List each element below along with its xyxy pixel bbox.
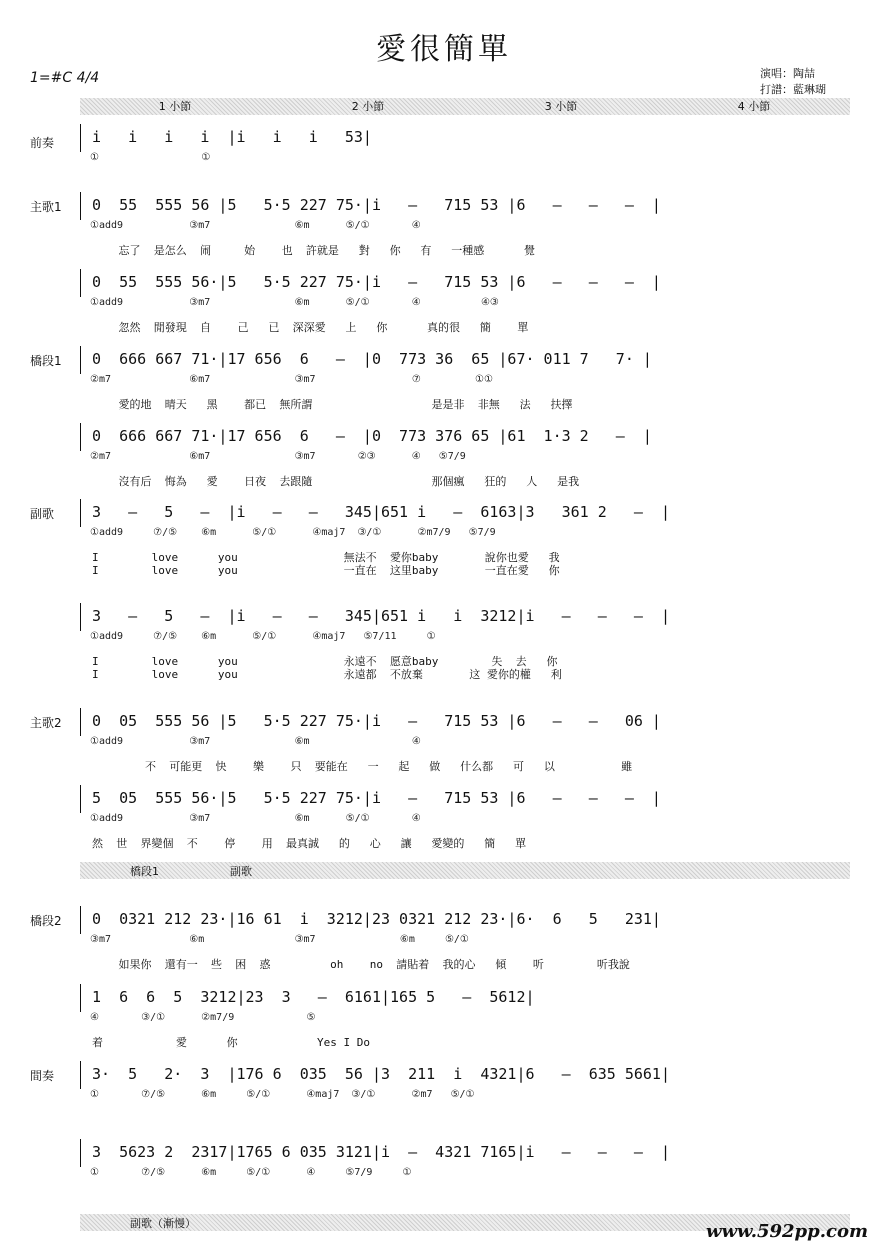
opening-barline (80, 603, 81, 631)
measure-header-1: 1 小節 (158, 100, 192, 113)
watermark: www.592pp.com (706, 1221, 868, 1242)
measure-header-3: 3 小節 (544, 100, 578, 113)
chord-line: ①add9 ⑦/⑤ ⑥m ⑤/① ④maj7 ⑤7/11 ① (90, 631, 436, 642)
opening-barline (80, 1139, 81, 1167)
song-title: 愛很簡單 (376, 32, 512, 67)
section-label: 橋段2 (30, 914, 62, 928)
opening-barline (80, 984, 81, 1012)
lyric-line: I love you 永遠不 愿意baby 失 去 你 (92, 655, 558, 668)
notation-line: 0 0321 212 23·|16 61 i 3212|23 0321 212 23·|6· 6 5 231| (92, 910, 661, 928)
lyric-line: I love you 永遠都 不放棄 这 愛你的權 利 (92, 668, 562, 681)
notation-line: 3 5623 2 2317|1765 6 035 3121|i — 4321 7165|i — — — | (92, 1143, 670, 1161)
opening-barline (80, 124, 81, 152)
chord-line: ①add9 ③m7 ⑥m ⑤/① ④ ④③ (90, 297, 499, 308)
chord-line: ① ① (90, 152, 211, 163)
footer-banner-label: 副歌（漸慢） (130, 1217, 196, 1230)
opening-barline (80, 499, 81, 527)
chord-line: ②m7 ⑥m7 ③m7 ⑦ ①① (90, 374, 493, 385)
opening-barline (80, 785, 81, 813)
lyric-line: I love you 一直在 这里baby 一直在愛 你 (92, 564, 560, 577)
key-signature: 1=#C 4/4 (30, 70, 100, 86)
lyric-line: I love you 無法不 愛你baby 說你也愛 我 (92, 551, 560, 564)
opening-barline (80, 423, 81, 451)
singer-credit: 演唱：陶喆 (760, 67, 815, 80)
opening-barline (80, 346, 81, 374)
opening-barline (80, 1061, 81, 1089)
opening-barline (80, 192, 81, 220)
opening-barline (80, 708, 81, 736)
chord-line: ①add9 ③m7 ⑥m ④ (90, 736, 421, 747)
opening-barline (80, 269, 81, 297)
lyric-line: 沒有后 悔為 愛 日夜 去跟隨 那個瘋 狂的 人 是我 (92, 475, 580, 488)
notation-line: 0 55 555 56·|5 5·5 227 75·|i — 715 53 |6 — — — | (92, 273, 661, 291)
notation-line: 0 666 667 71·|17 656 6 — |0 773 36 65 |67· 011 7 7· | (92, 350, 652, 368)
section-label: 橋段1 (30, 354, 62, 368)
banner-chorus-label: 副歌 (230, 865, 252, 878)
chord-line: ②m7 ⑥m7 ③m7 ②③ ④ ⑤7/9 (90, 451, 466, 462)
measure-header-bar (80, 98, 850, 115)
banner-bridge-label: 橋段1 (130, 865, 159, 878)
notation-line: 0 55 555 56 |5 5·5 227 75·|i — 715 53 |6 — — — | (92, 196, 661, 214)
lyric-line: 然 世 界變個 不 停 用 最真誠 的 心 讓 愛變的 簡 單 (92, 837, 527, 850)
chord-line: ③m7 ⑥m ③m7 ⑥m ⑤/① (90, 934, 469, 945)
section-label: 主歌1 (30, 200, 62, 214)
section-label: 副歌 (30, 507, 55, 521)
lyric-line: 愛的地 晴天 黑 都已 無所謂 是是非 非無 法 扶擇 (92, 398, 573, 411)
section-label: 間奏 (30, 1069, 55, 1083)
lyric-line: 不 可能更 快 樂 只 要能在 一 起 做 什么都 可 以 雖 (92, 760, 633, 773)
measure-header-2: 2 小節 (351, 100, 385, 113)
chord-line: ①add9 ③m7 ⑥m ⑤/① ④ (90, 220, 421, 231)
notation-line: 3 — 5 — |i — — 345|651 i — 6163|3 361 2 — | (92, 503, 670, 521)
notation-line: i i i i |i i i 53| (92, 128, 372, 146)
section-label: 主歌2 (30, 716, 62, 730)
measure-header-4: 4 小節 (737, 100, 771, 113)
lyric-line: 着 愛 你 Yes I Do (92, 1036, 371, 1049)
notation-line: 3· 5 2· 3 |176 6 035 56 |3 211 i 4321|6 — 635 5661| (92, 1065, 670, 1083)
section-label: 前奏 (30, 136, 55, 150)
lyric-line: 忘了 是怎么 闹 始 也 許就是 對 你 有 一種感 覺 (92, 244, 536, 257)
lyric-line: 如果你 還有一 些 困 惑 oh no 請貼着 我的心 傾 听 听我說 (92, 958, 630, 971)
transcriber-credit: 打譜：藍琳瑚 (760, 83, 826, 96)
chord-line: ④ ③/① ②m7/9 ⑤ (90, 1012, 316, 1023)
notation-line: 3 — 5 — |i — — 345|651 i i 3212|i — — — | (92, 607, 670, 625)
opening-barline (80, 906, 81, 934)
credits (760, 66, 826, 98)
notation-line: 0 666 667 71·|17 656 6 — |0 773 376 65 |61 1·3 2 — | (92, 427, 652, 445)
chord-line: ①add9 ⑦/⑤ ⑥m ⑤/① ④maj7 ③/① ②m7/9 ⑤7/9 (90, 527, 496, 538)
notation-line: 5 05 555 56·|5 5·5 227 75·|i — 715 53 |6 — — — | (92, 789, 661, 807)
chord-line: ①add9 ③m7 ⑥m ⑤/① ④ (90, 813, 421, 824)
notation-line: 1 6 6 5 3212|23 3 — 6161|165 5 — 5612| (92, 988, 535, 1006)
chord-line: ① ⑦/⑤ ⑥m ⑤/① ④maj7 ③/① ②m7 ⑤/① (90, 1089, 475, 1100)
section-banner (80, 862, 850, 879)
lyric-line: 忽然 閒發現 自 己 已 深深愛 上 你 真的很 簡 單 (92, 321, 529, 334)
chord-line: ① ⑦/⑤ ⑥m ⑤/① ④ ⑤7/9 ① (90, 1167, 412, 1178)
notation-line: 0 05 555 56 |5 5·5 227 75·|i — 715 53 |6 — — 06 | (92, 712, 661, 730)
